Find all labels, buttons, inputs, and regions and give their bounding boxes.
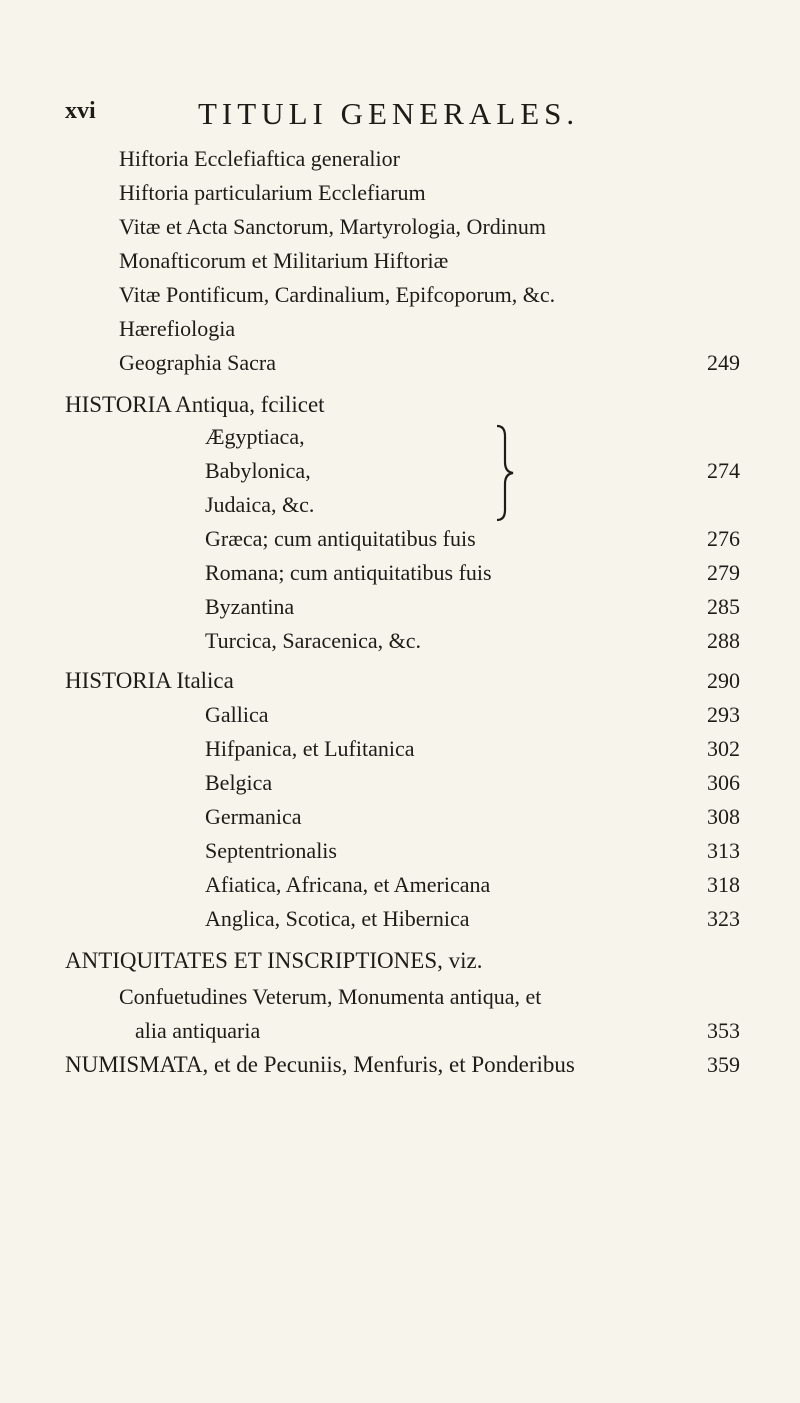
entry-text: Gallica [205, 702, 269, 727]
entry-text: Vitæ Pontificum, Cardinalium, Epifcoporum, &c. [119, 282, 556, 307]
entry-text: Afiatica, Africana, et Americana [205, 872, 491, 897]
entry-page: 308 [707, 804, 740, 829]
entry-text: Monafticorum et Militarium Hiftoriæ [119, 248, 449, 273]
entry-text: Græca; cum antiquitatibus fuis [205, 526, 476, 551]
entry-text: Ægyptiaca, [205, 424, 305, 449]
entry-text: Vitæ et Acta Sanctorum, Martyrologia, Ordinum [119, 214, 546, 239]
entry-text: Hærefiologia [119, 316, 236, 341]
page-number: xvi [65, 98, 96, 124]
entry-text: Anglica, Scotica, et Hibernica [205, 906, 470, 931]
entry-text: Confuetudines Veterum, Monumenta antiqua, et [119, 984, 542, 1009]
entry-text: Hifpanica, et Lufitanica [205, 736, 415, 761]
section-heading: NUMISMATA, et de Pecuniis, Menfuris, et Ponderibus [65, 1052, 575, 1077]
entry-page: 288 [707, 628, 740, 653]
entry-page: 279 [707, 560, 740, 585]
entry-text: Babylonica, [205, 458, 311, 483]
entry-text: Geographia Sacra [119, 350, 276, 375]
entry-page: 353 [707, 1018, 740, 1043]
grouping-brace [493, 424, 517, 522]
entry-page: 290 [707, 668, 740, 693]
entry-page: 323 [707, 906, 740, 931]
section-heading: HISTORIA Antiqua, fcilicet [65, 392, 325, 417]
entry-text: Byzantina [205, 594, 295, 619]
section-heading: ANTIQUITATES ET INSCRIPTIONES, viz. [65, 948, 483, 973]
entry-page: 318 [707, 872, 740, 897]
entry-page: 313 [707, 838, 740, 863]
entry-text: Turcica, Saracenica, &c. [205, 628, 422, 653]
entry-page: 249 [707, 350, 740, 375]
entry-page: 359 [707, 1052, 740, 1077]
entry-page: 302 [707, 736, 740, 761]
entry-text: Hiftoria Ecclefiaftica generalior [119, 146, 400, 171]
section-heading: HISTORIA Italica [65, 668, 234, 693]
entry-text: alia antiquaria [135, 1018, 261, 1043]
entry-page: 274 [707, 458, 740, 483]
page-title: TITULI GENERALES. [198, 96, 580, 131]
entry-text: Hiftoria particularium Ecclefiarum [119, 180, 426, 205]
entry-page: 293 [707, 702, 740, 727]
entry-text: Belgica [205, 770, 273, 795]
entry-text: Germanica [205, 804, 302, 829]
entry-text: Septentrionalis [205, 838, 337, 863]
entry-page: 276 [707, 526, 740, 551]
entry-text: Romana; cum antiquitatibus fuis [205, 560, 492, 585]
entry-page: 306 [707, 770, 740, 795]
entry-page: 285 [707, 594, 740, 619]
entry-text: Judaica, &c. [205, 492, 315, 517]
